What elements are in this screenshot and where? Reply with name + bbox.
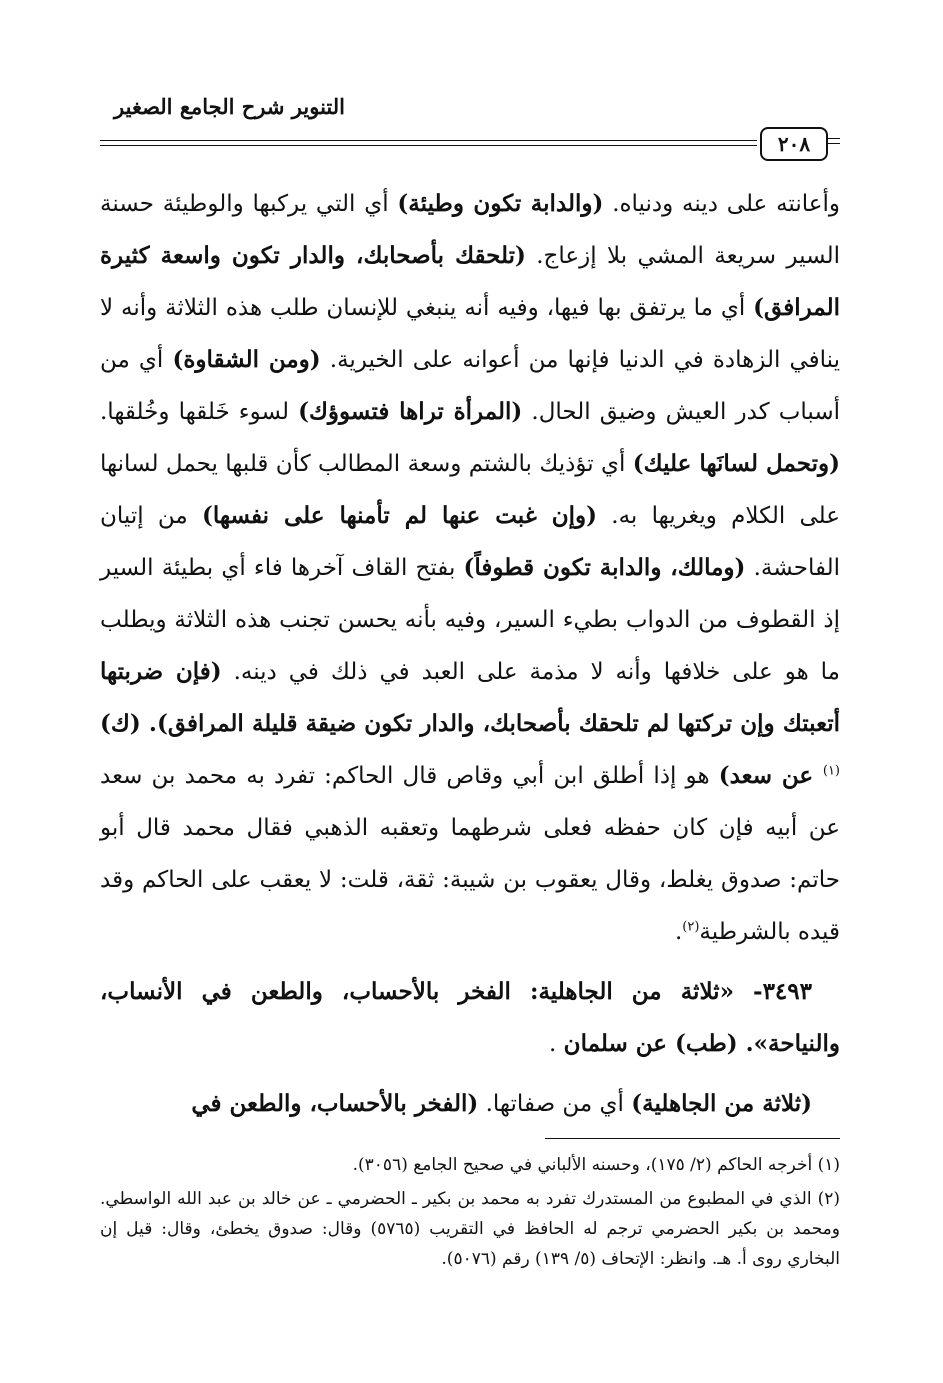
paragraph-commentary-2 <box>100 1078 840 1130</box>
footnote-rule <box>545 1138 840 1139</box>
quoted-phrase: (الفخر بالأحساب، والطعن في <box>191 1090 479 1117</box>
footnote-ref-2[interactable]: (٢) <box>682 919 700 935</box>
quoted-phrase: (تلحقك بأصحابك، والدار تكون واسعة كثيرة المرافق) <box>100 242 840 321</box>
page-number-tick <box>828 138 840 144</box>
page-number: ٢٠٨ <box>760 127 828 161</box>
source-narrator: عن سعد) <box>718 762 823 789</box>
paragraph-commentary-1 <box>100 178 840 958</box>
quoted-phrase: (المرأة تراها فتسوؤك) <box>298 398 523 425</box>
quoted-phrase: (فإن ضربتها أتعبتك وإن تركتها لم تلحقك بأصحابك، والدار تكون ضيقة قليلة المرافق) <box>100 658 840 737</box>
text-span: من إتيان الفاحشة. <box>100 503 841 581</box>
text-span: بفتح القاف آخرها فاء أي بطيئة السير إذ القطوف من الدواب بطيء السير، وفيه بأنه يحسن تجنب هذه الثلاثة ويطلب ما هو على خلافها وأنه لا مذمة على العبد في ذلك في دينه. <box>100 555 840 685</box>
text-span: لسوء خَلقها وخُلقها. <box>100 399 299 425</box>
text-span: أي تؤذيك بالشتم وسعة المطالب كأن قلبها يحمل لسانها على الكلام ويغريها به. <box>100 451 840 529</box>
running-header-title: التنوير شرح الجامع الصغير <box>114 94 345 119</box>
hadith-text: ٣٤٩٣- «ثلاثة من الجاهلية: الفخر بالأحساب، والطعن في الأنساب، والنياحة». (طب) عن سلمان <box>100 978 840 1057</box>
quoted-phrase: (والدابة تكون وطيئة) <box>397 190 604 217</box>
quoted-phrase: (ومالك، والدابة تكون قطوفاً) <box>463 554 746 581</box>
text-span: أي ما يرتفق بها فيها، وفيه أنه ينبغي للإنسان طلب هذه الثلاثة وأنه لا ينافي الزهادة في الدنيا فإنها من أعوانه على الخيرية. <box>100 295 840 373</box>
text-span: أي التي يركبها والوطيئة حسنة السير سريعة المشي بلا إزعاج. <box>100 191 840 269</box>
text-span: . <box>549 1031 564 1057</box>
hadith-3493 <box>100 966 840 1070</box>
quoted-phrase: (وإن غبت عنها لم تأمنها على نفسها) <box>202 502 598 529</box>
footnotes <box>100 1150 840 1278</box>
source-code: . (ك) <box>100 710 157 737</box>
quoted-phrase: (ومن الشقاوة) <box>172 346 321 373</box>
header-rule <box>100 140 757 146</box>
text-span: . <box>674 919 683 945</box>
main-text <box>100 178 840 1130</box>
quoted-phrase: (ثلاثة من الجاهلية) <box>631 1090 812 1117</box>
text-span: هو إذا أطلق ابن أبي وقاص قال الحاكم: تفرد به محمد بن سعد عن أبيه فإن كان حفظه فعلى شرطهما وتعقبه الذهبي فقال محمد قال أبو حاتم: صدوق يغلط، وقال يعقوب بن شيبة: ثقة، قلت: لا يعقب على الحاكم وقد قيده بالشرطية <box>100 763 840 945</box>
footnote-1: (١) أخرجه الحاكم (٢/ ١٧٥)، وحسنه الألباني في صحيح الجامع (٣٠٥٦). <box>352 1155 840 1175</box>
text-span: وأعانته على دينه ودنياه. <box>603 191 840 217</box>
quoted-phrase: (وتحمل لسانَها عليك) <box>632 450 840 477</box>
text-span: أي من أسباب كدر العيش وضيق الحال. <box>100 347 840 425</box>
text-span: أي من صفاتها. <box>478 1091 632 1117</box>
footnote-2: (٢) الذي في المطبوع من المستدرك تفرد به محمد بن بكير ـ الحضرمي ـ عن خالد بن عبد الله الواسطي. ومحمد بن بكير الحضرمي ترجم له الحافظ في التقريب (٥٧٦٥) وقال: صدوق يخطئ، وقال: قيل إن البخاري روى أ. هـ. وانظر: الإتحاف (٥/ ١٣٩) رقم (٥٠٧٦). <box>100 1189 840 1269</box>
footnote-ref-1[interactable]: (١) <box>822 763 840 779</box>
